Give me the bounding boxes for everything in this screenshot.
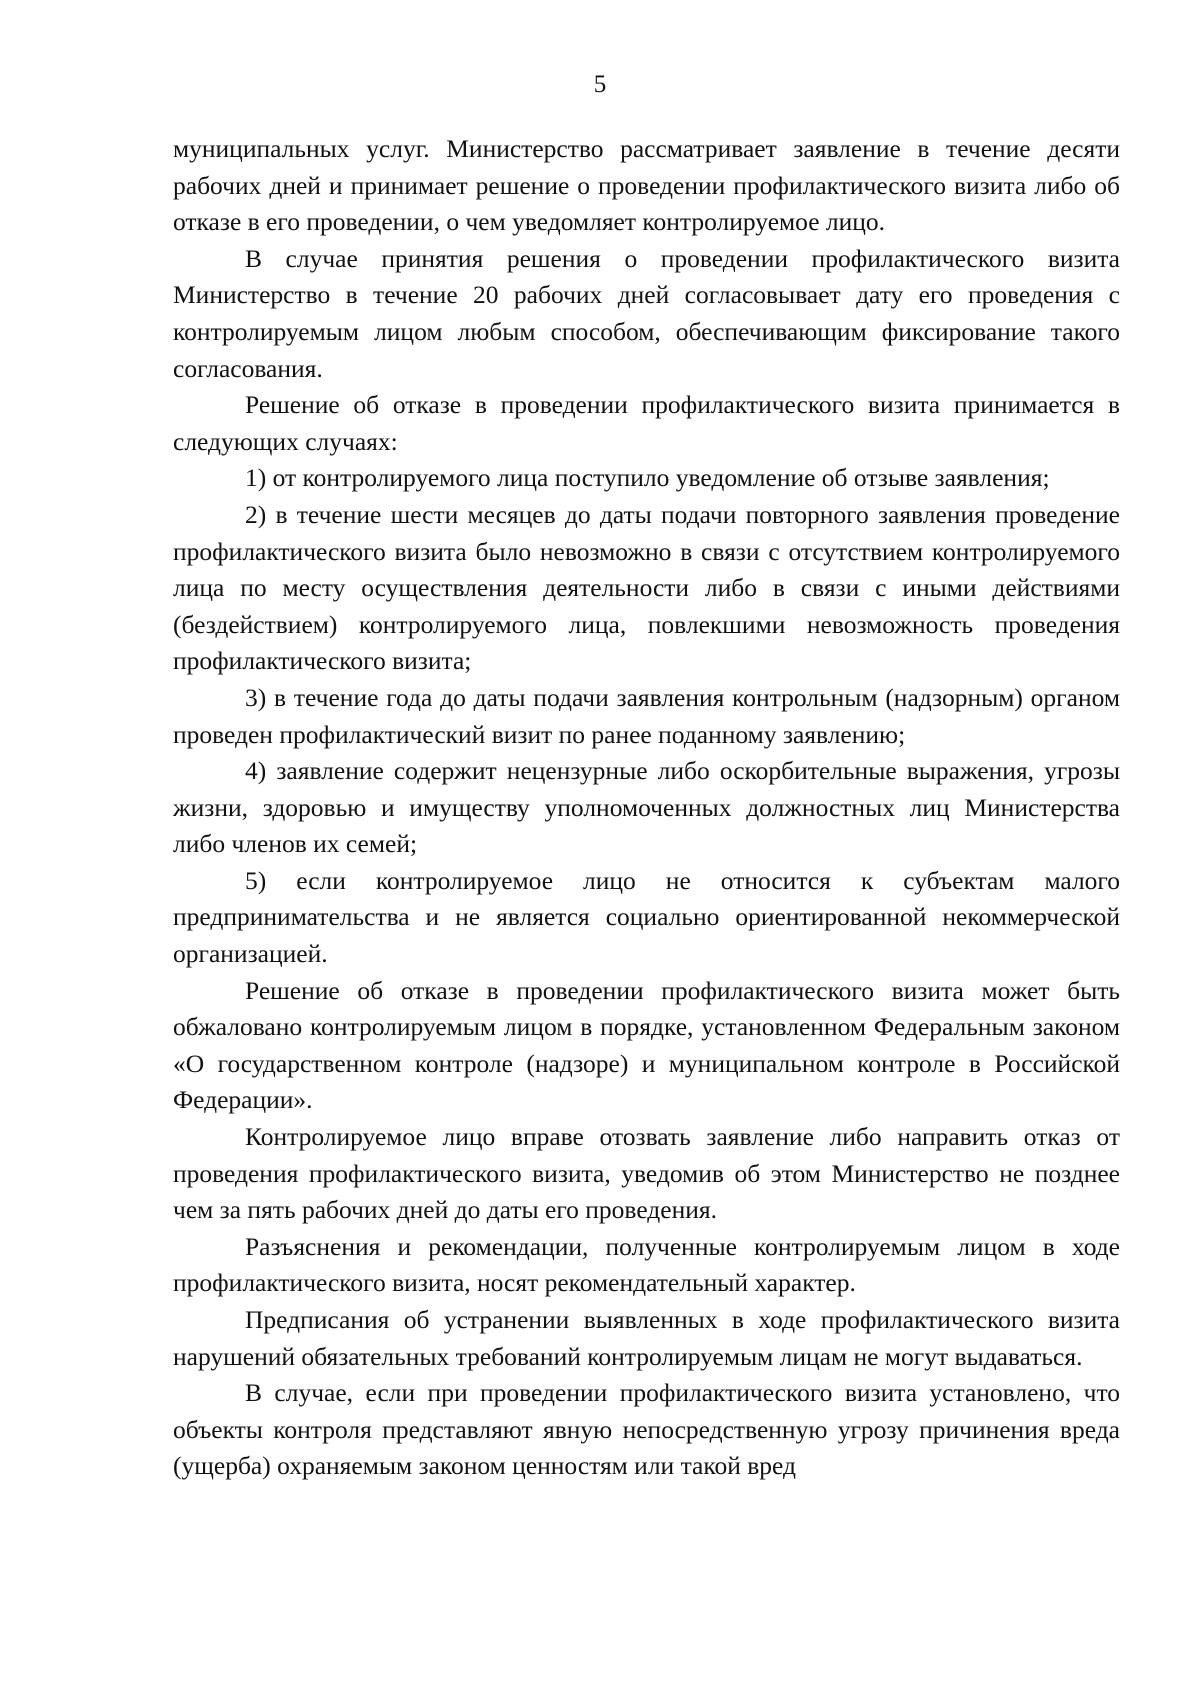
paragraph-continuation: муниципальных услуг. Министерство рассматривает заявление в течение десяти рабочих дней и принимает решение о проведении профилактического визита либо об отказе в его проведении, о чем уведомляет контролируемое лицо. (173, 134, 1120, 237)
list-item-3: 3) в течение года до даты подачи заявления контрольным (надзорным) органом проведен профилактический визит по ранее поданному заявлению; (173, 682, 1120, 749)
document-body (173, 131, 1120, 1485)
list-item-5: 5) если контролируемое лицо не относится к субъектам малого предпринимательства и не является социально ориентированной некоммерческой организацией. (173, 865, 1120, 969)
paragraph-refusal-cases-intro: Решение об отказе в проведении профилактического визита принимается в следующих случаях: (173, 390, 1120, 456)
paragraph-orders: Предписания об устранении выявленных в ходе профилактического визита нарушений обязательных требований контролируемым лицам не могут выдаваться. (173, 1305, 1120, 1371)
paragraph-appeal: Решение об отказе в проведении профилактического визита может быть обжаловано контролируемым лицом в порядке, установленном Федеральным законом «О государственном контроле (надзоре) и муниципальном контроле в Российской Федерации». (173, 975, 1120, 1115)
list-item-2: 2) в течение шести месяцев до даты подачи повторного заявления проведение профилактического визита было невозможно в связи с отсутствием контролируемого лица по месту осуществления деятельности либо в связи с иными действиями (бездействием) контролируемого лица, повлекшими невозможность проведения профилактического визита; (173, 499, 1120, 676)
page-number: 5 (593, 71, 607, 98)
paragraph-withdrawal: Контролируемое лицо вправе отозвать заявление либо направить отказ от проведения профилактического визита, уведомив об этом Министерство не позднее чем за пять рабочих дней до даты его проведения. (173, 1122, 1120, 1225)
list-item-4: 4) заявление содержит нецензурные либо оскорбительные выражения, угрозы жизни, здоровью и имуществу уполномоченных должностных лиц Министерства либо членов их семей; (173, 756, 1120, 859)
paragraph-visit-date-agreement: В случае принятия решения о проведении профилактического визита Министерство в течение 20 рабочих дней согласовывает дату его проведения с контролируемым лицом любым способом, обеспечивающим фиксирование такого согласования. (173, 243, 1120, 383)
paragraph-threat: В случае, если при проведении профилактического визита установлено, что объекты контроля представляют явную непосредственную угрозу причинения вреда (ущерба) охраняемым законом ценностям или такой вред (173, 1378, 1120, 1481)
list-item-1: 1) от контролируемого лица поступило уведомление об отзыве заявления; (245, 463, 1050, 493)
paragraph-recommendations: Разъяснения и рекомендации, полученные контролируемым лицом в ходе профилактического визита, носят рекомендательный характер. (173, 1231, 1120, 1298)
